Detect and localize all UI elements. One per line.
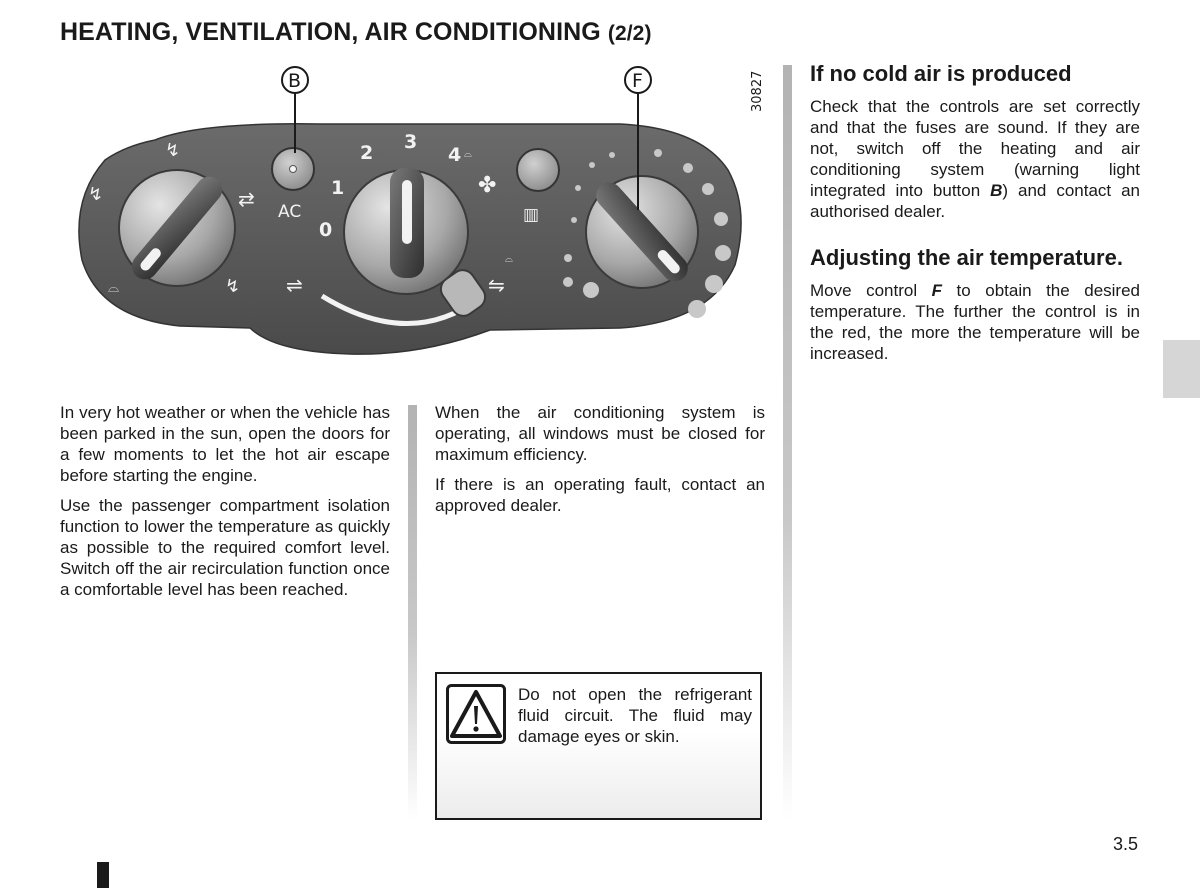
page-number: 3.5 [1113, 834, 1139, 854]
recirc-demist-icon: ⌓ [505, 254, 513, 265]
right-para-2 [810, 280, 1140, 364]
ref-b: B [990, 181, 1003, 200]
ac-warning-light [290, 166, 297, 173]
ref-f: F [931, 281, 943, 300]
corner-mark [97, 862, 109, 888]
warning-box [435, 672, 762, 820]
recirculation-icon: ⇋ [488, 273, 505, 297]
column-separator-right [783, 65, 792, 820]
left-para-1: In very hot weather or when the vehicle has been parked in the sun, open the doors for a few moments to let the hot air escape before starting the engine. [60, 403, 390, 485]
right-para-1-before: Check that the controls are set correctly and that the fuses are sound. If they are not, switch off the heating and air conditioning system (warning light integrated into button [810, 97, 1140, 200]
callout-f-label: F [632, 70, 643, 92]
middle-para-1: When the air conditioning system is operating, all windows must be closed for maximum efficiency. [435, 403, 765, 464]
speed-label-0: 0 [319, 219, 333, 241]
rear-demist-button [517, 149, 559, 191]
section-tab-marker [1163, 340, 1200, 398]
warning-triangle-icon [446, 684, 506, 744]
right-para-1 [810, 96, 1140, 222]
control-panel-illustration [60, 60, 770, 370]
speed-label-3: 3 [404, 131, 418, 153]
speed-label-2: 2 [360, 142, 374, 164]
middle-column [435, 402, 765, 525]
heading-adjusting-temperature: Adjusting the air temperature. [810, 245, 1123, 270]
figure-ref-code: 30827 [750, 70, 765, 112]
vent-mixed-icon: ⇄ [238, 187, 255, 211]
title-main: HEATING, VENTILATION, AIR CONDITIONING [60, 18, 601, 46]
rear-demist-icon: ▥ [523, 205, 540, 225]
vent-feet-icon: ↯ [225, 276, 241, 297]
right-para-2-after: to obtain the desired temperature. The further the control is in the red, the more the temperature will be increased. [810, 281, 1140, 363]
left-column [60, 402, 390, 609]
warning-text: Do not open the refrigerant fluid circuit. The fluid may damage eyes or skin. [518, 685, 752, 746]
fresh-air-icon: ⇌ [286, 273, 303, 297]
callout-b-label: B [288, 70, 302, 92]
speed-label-1: 1 [331, 177, 345, 199]
fan-icon: ✤ [478, 173, 497, 198]
left-para-2: Use the passenger compartment isolation function to lower the temperature as quickly as possible to the required comfort level. Switch off the air recirculation function once a comfortable level has been reached. [60, 496, 390, 599]
ac-label: AC [278, 202, 302, 222]
heading-no-cold-air: If no cold air is produced [810, 61, 1072, 86]
right-para-1-after: ) and contact an authorised dealer. [810, 181, 1140, 221]
max-demist-icon: ⌓ [464, 149, 472, 160]
vent-mid-icon: ↯ [88, 184, 104, 205]
title-suffix: (2/2) [607, 22, 652, 45]
page-title [60, 18, 652, 47]
middle-para-2: If there is an operating fault, contact an approved dealer. [435, 475, 765, 515]
right-para-2-before: Move control [810, 281, 932, 300]
right-column [810, 60, 1140, 373]
windscreen-demist-icon: ⌓ [108, 280, 120, 296]
vent-upper-icon: ↯ [165, 140, 181, 161]
speed-label-4: 4 [448, 144, 462, 166]
column-separator-mid [408, 405, 417, 820]
